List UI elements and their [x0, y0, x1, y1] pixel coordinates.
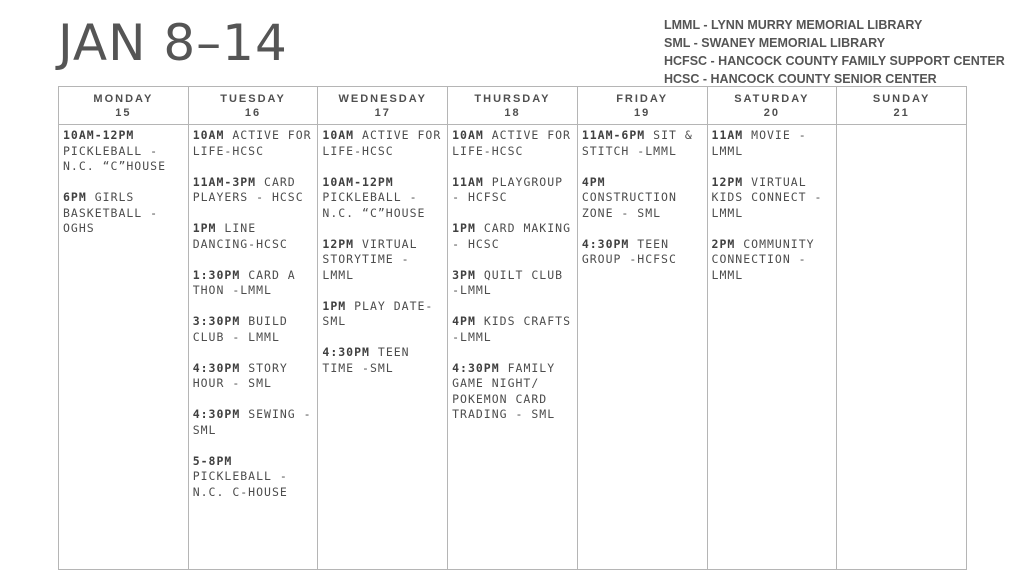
event-description: PICKLEBALL - N.C. “C”HOUSE	[63, 143, 167, 173]
day-date: 16	[244, 106, 262, 119]
event-time: 1PM	[322, 298, 347, 313]
event-item	[452, 361, 575, 423]
event-item	[712, 128, 835, 159]
event-item	[712, 175, 835, 222]
event-description: VIRTUAL KIDS CONNECT -LMML	[711, 174, 823, 220]
event-time: 5-8PM	[192, 453, 233, 468]
day-name: THURSDAY	[474, 92, 551, 105]
event-time: 10AM	[192, 128, 225, 142]
day-name: TUESDAY	[220, 92, 286, 105]
day-date: 15	[115, 106, 132, 119]
event-time: 11AM-6PM	[581, 128, 646, 142]
event-description: LINE DANCING-HCSC	[192, 221, 288, 251]
event-time: 10AM	[322, 128, 355, 142]
event-item	[452, 268, 575, 299]
event-item	[452, 175, 575, 206]
event-description: COMMUNITY CONNECTION - LMML	[711, 236, 815, 282]
event-item	[712, 237, 835, 284]
day-name: WEDNESDAY	[338, 92, 427, 105]
day-header-monday	[59, 87, 189, 125]
event-item	[322, 128, 445, 159]
day-cell-saturday	[707, 125, 837, 570]
event-item	[452, 128, 575, 159]
page-title: JAN 8–14	[58, 14, 288, 72]
event-time: 4:30PM	[192, 407, 241, 421]
event-description: TEEN TIME -SML	[322, 345, 410, 375]
day-header-sunday	[837, 87, 967, 125]
event-description: BUILD CLUB - LMML	[192, 314, 288, 344]
event-item	[322, 299, 445, 330]
event-description: CARD MAKING - HCSC	[452, 221, 571, 251]
event-time: 3PM	[452, 267, 476, 282]
event-time: 4:30PM	[322, 345, 370, 359]
day-header-friday	[577, 87, 707, 125]
day-cell-thursday	[448, 125, 578, 570]
event-description: SEWING - SML	[192, 407, 312, 437]
event-description: CONSTRUCTION ZONE - SML	[581, 190, 677, 220]
day-events-row	[59, 125, 967, 570]
day-header-wednesday	[318, 87, 448, 125]
weekly-calendar	[58, 86, 967, 570]
event-item	[193, 361, 316, 392]
event-time: 10AM	[452, 128, 484, 142]
event-time: 4:30PM	[192, 360, 241, 375]
day-cell-friday	[577, 125, 707, 570]
day-header-thursday	[448, 87, 578, 125]
event-time: 12PM	[322, 236, 355, 251]
event-description: ACTIVE FOR LIFE-HCSC	[192, 128, 312, 158]
day-name: SATURDAY	[734, 92, 810, 105]
event-time: 6PM	[63, 190, 87, 204]
event-description: FAMILY GAME NIGHT/ POKEMON CARD TRADING - SML	[452, 360, 556, 421]
event-item	[63, 190, 186, 237]
event-item	[582, 175, 705, 222]
event-time: 10AM-12PM	[63, 128, 135, 142]
event-time: 1:30PM	[192, 267, 241, 282]
day-date: 18	[504, 106, 521, 119]
event-item	[452, 314, 575, 345]
day-name: MONDAY	[93, 92, 154, 105]
event-time: 11AM-3PM	[192, 174, 257, 189]
event-description: KIDS CRAFTS -LMML	[452, 314, 571, 344]
event-description: PICKLEBALL - N.C. “C”HOUSE	[322, 190, 426, 220]
day-date: 19	[634, 106, 651, 119]
event-description: VIRTUAL STORYTIME - LMML	[322, 236, 418, 282]
day-cell-sunday	[837, 125, 967, 570]
legend-item: SML - SWANEY MEMORIAL LIBRARY	[664, 36, 886, 50]
event-item	[322, 175, 445, 222]
event-time: 4:30PM	[581, 236, 630, 251]
event-time: 10AM-12PM	[322, 174, 394, 189]
event-item	[193, 314, 316, 345]
event-description: ACTIVE FOR LIFE-HCSC	[322, 128, 442, 158]
event-item	[193, 221, 316, 252]
event-description: STORY HOUR - SML	[192, 360, 288, 390]
event-item	[193, 128, 316, 159]
legend-item: HCSC - HANCOCK COUNTY SENIOR CENTER	[664, 72, 937, 86]
day-header-row	[59, 87, 967, 125]
event-item	[193, 175, 316, 206]
event-time: 12PM	[711, 174, 744, 189]
event-time: 11AM	[452, 174, 484, 189]
day-cell-tuesday	[188, 125, 318, 570]
day-cell-wednesday	[318, 125, 448, 570]
event-description: SIT & STITCH -LMML	[581, 128, 693, 158]
event-time: 3:30PM	[192, 314, 241, 328]
event-time: 1PM	[452, 221, 476, 235]
event-item	[193, 407, 316, 438]
event-description: TEEN GROUP -HCFSC	[581, 236, 677, 266]
event-time: 2PM	[711, 236, 736, 251]
event-description: CARD PLAYERS - HCSC	[192, 174, 304, 204]
day-name: SUNDAY	[872, 92, 931, 105]
event-time: 1PM	[192, 221, 217, 235]
event-description: CARD A THON -LMML	[192, 267, 296, 297]
event-description: MOVIE - LMML	[711, 128, 807, 158]
event-item	[193, 268, 316, 299]
day-header-saturday	[707, 87, 837, 125]
event-item	[63, 128, 186, 175]
event-time: 4PM	[452, 314, 476, 328]
location-legend	[664, 16, 1005, 88]
event-description: PICKLEBALL - N.C. C-HOUSE	[192, 469, 288, 499]
day-cell-monday	[59, 125, 189, 570]
event-item	[322, 345, 445, 376]
event-time: 4:30PM	[452, 360, 500, 375]
event-time: 4PM	[581, 174, 606, 189]
event-description: PLAYGROUP - HCFSC	[452, 174, 564, 204]
event-item	[582, 128, 705, 159]
event-item	[193, 454, 316, 501]
day-name: FRIDAY	[616, 92, 669, 105]
event-item	[582, 237, 705, 268]
legend-item: HCFSC - HANCOCK COUNTY FAMILY SUPPORT CENTER	[664, 54, 1005, 68]
event-time: 11AM	[711, 128, 744, 142]
event-item	[452, 221, 575, 252]
day-date: 20	[763, 106, 780, 119]
day-date: 21	[893, 106, 910, 119]
event-description: PLAY DATE- SML	[322, 298, 434, 328]
legend-item: LMML - LYNN MURRY MEMORIAL LIBRARY	[664, 18, 923, 32]
event-item	[322, 237, 445, 284]
event-description: ACTIVE FOR LIFE-HCSC	[452, 128, 571, 158]
day-header-tuesday	[188, 87, 318, 125]
event-description: GIRLS BASKETBALL - OGHS	[63, 190, 159, 235]
event-description: QUILT CLUB -LMML	[452, 267, 564, 297]
day-date: 17	[374, 106, 391, 119]
